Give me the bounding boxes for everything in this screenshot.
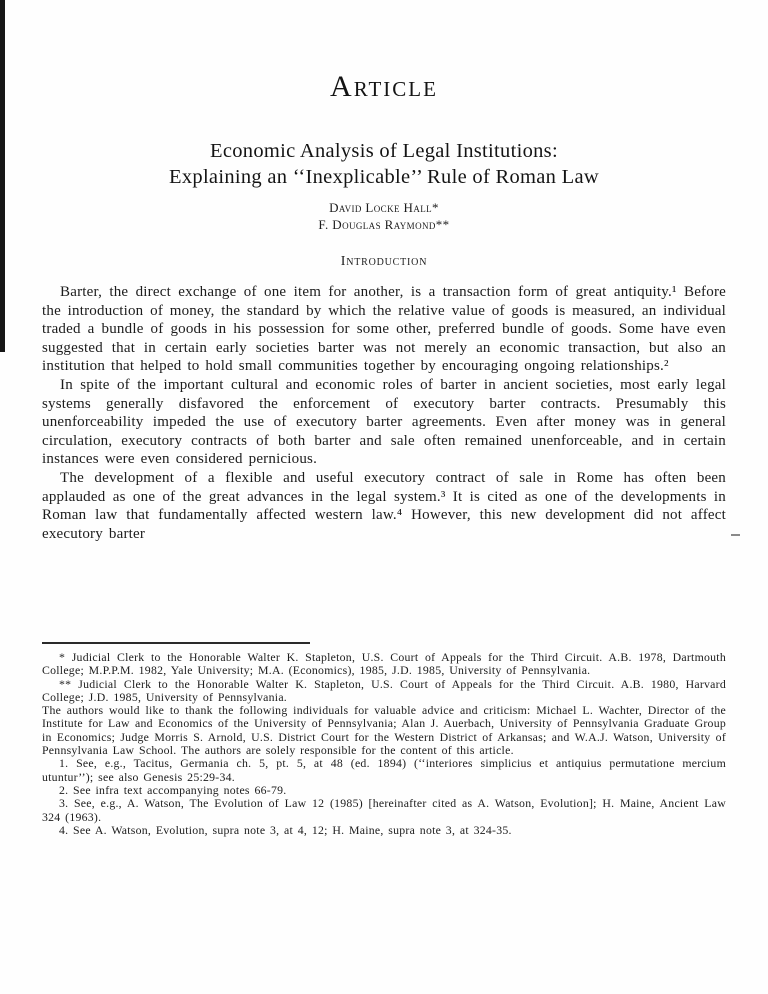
footnote-4: 4. See A. Watson, Evolution, supra note 3, at 4, 12; H. Maine, supra note 3, at 324-35. [59, 822, 512, 837]
article-title-line-1: Economic Analysis of Legal Institutions: [210, 140, 558, 162]
article-title [42, 138, 726, 190]
scan-edge-artifact [0, 0, 5, 352]
footnotes-block [42, 651, 726, 837]
section-heading-introduction: Introduction [340, 254, 428, 269]
footnote-2: 2. See infra text accompanying notes 66-79. [59, 782, 287, 797]
footnote-star: * Judicial Clerk to the Honorable Walter K. Stapleton, U.S. Court of Appeals for the Third Circuit. A.B. 1978, Dartmouth College; M.P.P.M. 1982, Yale University; M.A. (Economics), 1985, J.D. 1985, University of Pennsylvania. [42, 650, 726, 678]
footnote-section [42, 642, 726, 837]
body-paragraph-1: Barter, the direct exchange of one item for another, is a transaction form of great antiquity.¹ Before the introduction of money, the standard by which the relative value of goods is measured, an individual traded a bundle of goods in his possession for some other, preferred bundle of goods. Some have even suggested that in certain early societies barter was not merely an economic transaction, but also an institution that helped to hold small communities together by encouraging ongoing relationships.² [42, 284, 726, 375]
body-text [42, 283, 726, 543]
article-title-line-2: Explaining an ‘‘Inexplicable’’ Rule of Roman Law [169, 166, 599, 188]
article-label: Article [330, 70, 438, 103]
footnote-separator-rule [42, 642, 310, 644]
author-name-2: F. Douglas Raymond** [318, 217, 450, 232]
body-paragraph-3: The development of a flexible and useful executory contract of sale in Rome has often been applauded as one of the great advances in the legal system.³ It is cited as one of the developments in Roman law that fundamentally affected western law.⁴ However, this new development did not affect executory barter [42, 469, 726, 542]
footnote-double-star: ** Judicial Clerk to the Honorable Walter K. Stapleton, U.S. Court of Appeals for the Third Circuit. A.B. 1980, Harvard College; J.D. 1985, University of Pennsylvania. [42, 676, 726, 704]
footnote-1: 1. See, e.g., Tacitus, Germania ch. 5, pt. 5, at 48 (ed. 1894) (‘‘interiores simplicius et antiquius permutatione mercium utuntur’’); see also Genesis 25:29-34. [42, 756, 726, 784]
body-paragraph-2: In spite of the important cultural and economic roles of barter in ancient societies, most early legal systems generally disfavored the enforcement of executory barter contracts. Presumably this unenforceability impeded the use of executory barter agreements. Even after money was in general circulation, executory contracts of both barter and sale often remained unenforceable, and in certain instances were even considered pernicious. [42, 376, 726, 468]
authors-block [42, 199, 726, 233]
author-name-1: David Locke Hall* [329, 200, 439, 215]
scan-stray-mark [731, 534, 740, 536]
footnote-acknowledgments: The authors would like to thank the following individuals for valuable advice and criticism: Michael L. Wachter, Director of the Institute for Law and Economics of the University of Pennsylvania; Alan J. Auerbach, University of Pennsylvania Graduate Group in Economics; Judge Morris S. Arnold, U.S. District Court for the Western District of Arkansas; and W.A.J. Watson, University of Pennsylvania Law School. The authors are solely responsible for the content of this article. [42, 703, 726, 758]
footnote-3: 3. See, e.g., A. Watson, The Evolution of Law 12 (1985) [hereinafter cited as A. Watson, Evolution]; H. Maine, Ancient Law 324 (1963). [42, 796, 726, 824]
page-content [42, 0, 726, 543]
